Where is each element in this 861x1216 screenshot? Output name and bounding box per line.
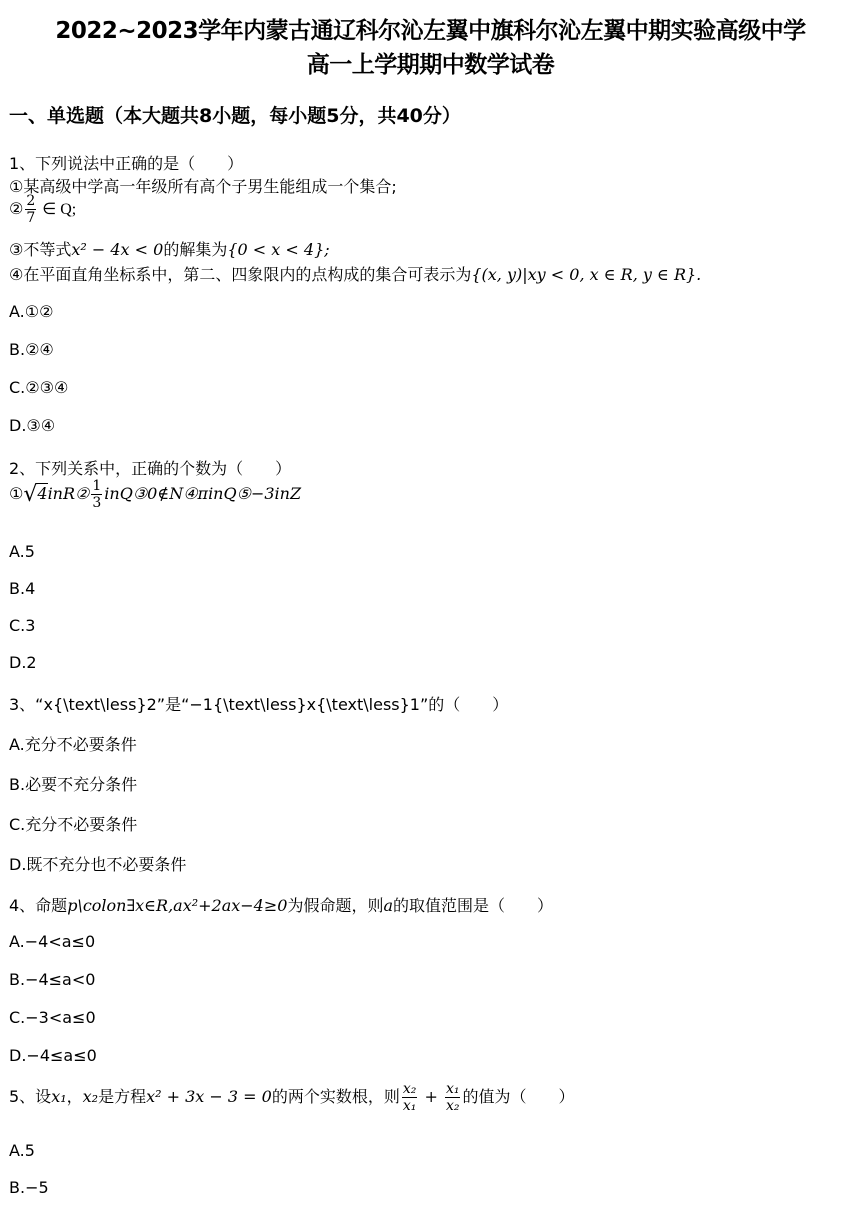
q1-option-d: D.③④ xyxy=(9,416,56,435)
q3-option-a: A.充分不必要条件 xyxy=(9,735,137,754)
set-notation-math: {(x, y)|xy < 0, x ∈ R, y ∈ R}. xyxy=(471,265,702,284)
var-x1: x₁ xyxy=(51,1087,67,1106)
denominator: x₁ xyxy=(402,1098,417,1114)
q2-p1-rest: inR② xyxy=(47,484,90,503)
variable-a: a xyxy=(383,896,394,915)
q1-s2-prefix: ② xyxy=(9,199,24,218)
q5-option-a: A.5 xyxy=(9,1141,35,1160)
fraction xyxy=(445,1081,461,1114)
denominator: 3 xyxy=(92,495,102,511)
q5-sep: ， xyxy=(66,1087,83,1106)
q5-mid: 是方程 xyxy=(98,1087,147,1106)
q1-stem: 1、下列说法中正确的是（ ） xyxy=(9,154,244,173)
equation-math: x² + 3x − 3 = 0 xyxy=(146,1087,272,1106)
page-title-line1: 2022~2023学年内蒙古通辽科尔沁左翼中旗科尔沁左翼中期实验高级中学 xyxy=(55,18,806,44)
q1-statement-1: ①某高级中学高一年级所有高个子男生能组成一个集合; xyxy=(9,177,397,196)
numerator: x₂ xyxy=(402,1081,417,1097)
q5-stem xyxy=(9,1081,574,1114)
q5-mid2: 的两个实数根，则 xyxy=(271,1087,400,1106)
q4-option-c: C.−3<a≤0 xyxy=(9,1008,96,1027)
fraction xyxy=(25,193,36,226)
q4-prefix: 4、命题 xyxy=(9,896,68,915)
numerator: 1 xyxy=(92,478,102,494)
q2-option-c: C.3 xyxy=(9,616,36,635)
q5-suffix: 的值为（ ） xyxy=(462,1087,575,1106)
radicand: 4 xyxy=(37,484,48,503)
fraction xyxy=(91,478,102,511)
numerator: 2 xyxy=(26,193,36,209)
q4-suffix: 的取值范围是（ ） xyxy=(393,896,554,915)
q2-option-d: D.2 xyxy=(9,653,37,672)
var-x2: x₂ xyxy=(82,1087,99,1106)
q2-stem: 2、下列关系中，正确的个数为（ ） xyxy=(9,459,292,478)
q1-option-a: A.①② xyxy=(9,302,54,321)
q1-statement-3 xyxy=(9,237,330,260)
q3-stem: 3、“x{\text\less}2”是“−1{\text\less}x{\text\less}1”的（ ） xyxy=(9,695,509,714)
q3-option-c: C.充分不必要条件 xyxy=(9,815,138,834)
q4-stem xyxy=(9,893,553,916)
q1-s3-prefix: ③不等式 xyxy=(9,240,72,259)
q5-prefix: 5、设 xyxy=(9,1087,52,1106)
q2-p2-rest: inQ③0∉N④πinQ⑤−3inZ xyxy=(104,484,302,503)
q3-option-b: B.必要不充分条件 xyxy=(9,775,138,794)
q2-relations xyxy=(9,478,301,511)
sqrt-icon: √ xyxy=(23,482,38,507)
q1-option-b: B.②④ xyxy=(9,340,54,359)
q1-statement-4 xyxy=(9,262,701,285)
page-title-line2: 高一上学期期中数学试卷 xyxy=(306,52,555,78)
q5-option-b: B.−5 xyxy=(9,1178,49,1197)
q4-mid: 为假命题，则 xyxy=(287,896,384,915)
denominator: 7 xyxy=(26,210,36,226)
q1-s4-prefix: ④在平面直角坐标系中，第二、四象限内的点构成的集合可表示为 xyxy=(9,265,472,284)
proposition-math: p\colon∃x∈R,ax²+2ax−4≥0 xyxy=(67,896,288,915)
q2-p1: ① xyxy=(9,484,24,503)
section-heading: 一、单选题（本大题共8小题，每小题5分，共40分） xyxy=(9,105,461,127)
denominator: x₂ xyxy=(445,1098,460,1114)
inequality-math: x² − 4x < 0 xyxy=(71,240,164,259)
q3-option-d: D.既不充分也不必要条件 xyxy=(9,855,187,874)
plus-sign: + xyxy=(419,1087,443,1106)
numerator: x₁ xyxy=(445,1081,460,1097)
fraction xyxy=(402,1081,418,1114)
q2-option-b: B.4 xyxy=(9,579,36,598)
q2-option-a: A.5 xyxy=(9,542,35,561)
q1-statement-2 xyxy=(9,193,76,226)
q1-option-c: C.②③④ xyxy=(9,378,69,397)
q1-s2-rest: ∈ Q; xyxy=(38,201,77,218)
solution-set-math: {0 < x < 4}; xyxy=(227,240,330,259)
q1-s3-mid: 的解集为 xyxy=(163,240,228,259)
q4-option-a: A.−4<a≤0 xyxy=(9,932,96,951)
q4-option-d: D.−4≤a≤0 xyxy=(9,1046,97,1065)
q4-option-b: B.−4≤a<0 xyxy=(9,970,96,989)
